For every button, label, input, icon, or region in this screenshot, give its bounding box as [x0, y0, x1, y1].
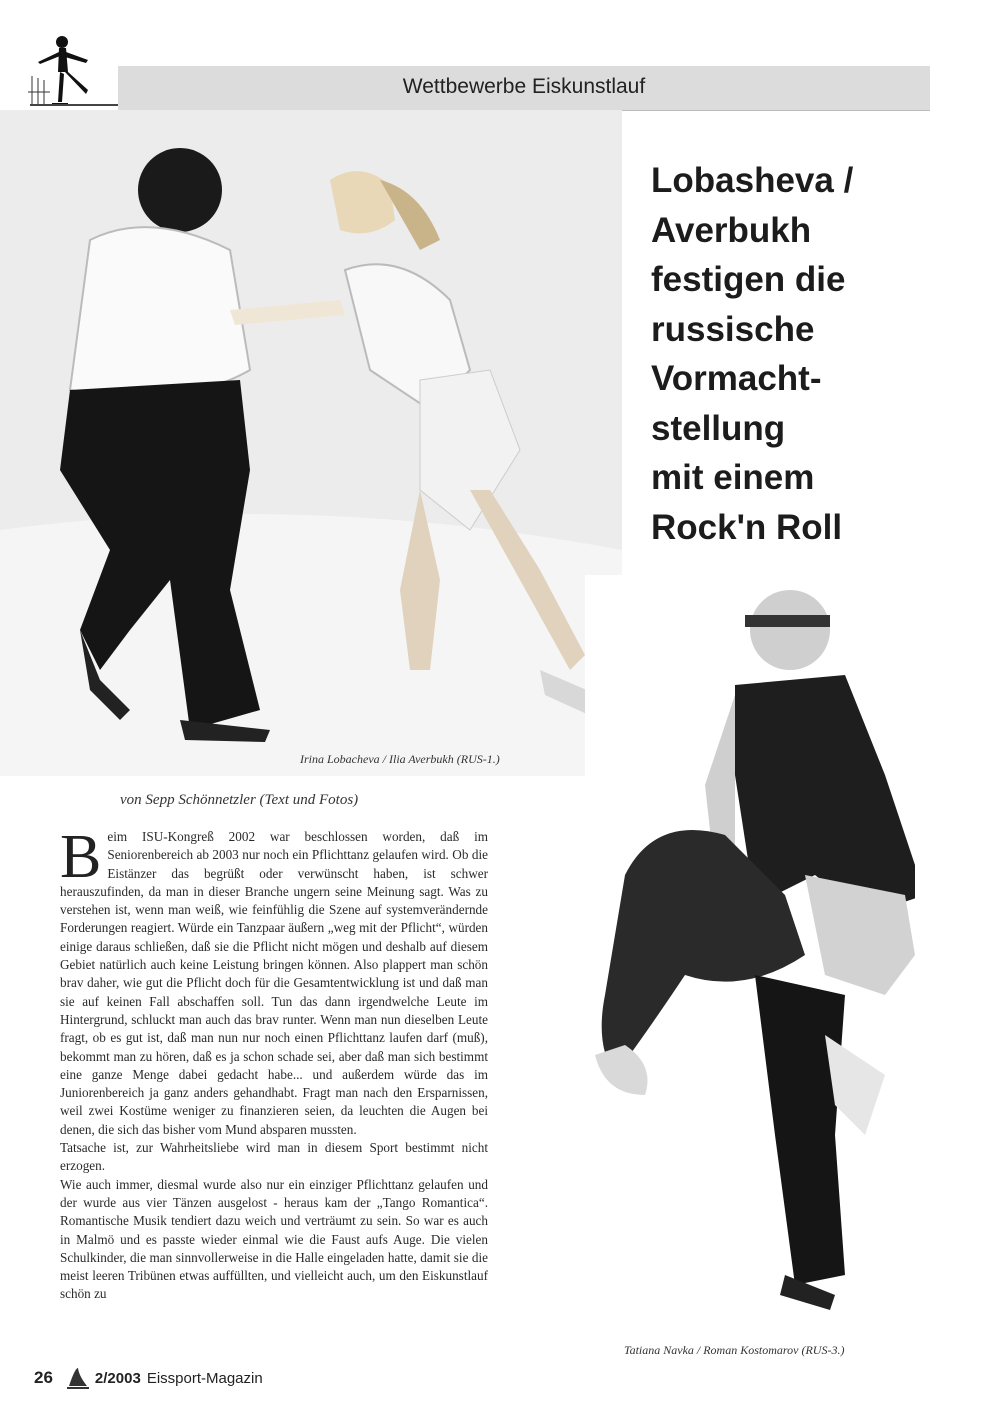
article-paragraph: [60, 823, 488, 1139]
page-footer: [34, 1366, 263, 1390]
issue-number: 2/2003: [94, 1369, 141, 1387]
headline-line: Lobasheva /: [651, 161, 854, 200]
header-rule: [30, 104, 118, 106]
skater-logo-icon: [28, 32, 118, 112]
article-paragraph: Wie auch immer, diesmal wurde also nur ein einziger Pflichttanz gelaufen und der wurde aus vier Tänzen ausgelost - heraus kam der „Tango Romantica“. Romantische Musik tendiert dazu weich und verträumt zu sein. So war es auch in Malmö und es passte wieder einmal wie die Faust aufs Auge. Die vielen Schulkinder, die man sinnvollerweise in die Halle eingeladen hatte, damit sie die meist leeren Tribünen etwas auffüllten, und vielleicht auch, um den Eiskunstlauf schön zu: [60, 1176, 488, 1302]
section-title: Wettbewerbe Eiskunstlauf: [402, 75, 646, 98]
page-number: 26: [34, 1368, 53, 1387]
article-paragraph: Tatsache ist, zur Wahrheitsliebe wird man in diesem Sport bestimmt nicht erzogen.: [60, 1140, 488, 1174]
article-body: [60, 823, 488, 1304]
headline-line: russische: [651, 309, 815, 349]
headline-line: Rock'n Roll: [651, 507, 843, 547]
headline-line: Averbukh: [651, 210, 812, 250]
photo2-caption: Tatiana Navka / Roman Kostomarov (RUS-3.): [624, 1343, 845, 1357]
magazine-name: Eissport-Magazin: [146, 1369, 263, 1387]
article-headline: [651, 156, 971, 552]
headline-line: mit einem: [651, 458, 815, 497]
photo1-caption: Irina Lobacheva / Ilia Averbukh (RUS-1.): [300, 752, 500, 766]
dropcap: B: [60, 823, 102, 891]
photo-navka-kostomarov: [585, 575, 915, 1330]
byline: von Sepp Schönnetzler (Text und Fotos): [120, 792, 359, 808]
headline-line: stellung: [651, 408, 786, 448]
photo-lobacheva-averbukh: [0, 110, 622, 776]
headline-line: festigen die: [651, 260, 846, 299]
paragraph-text: eim ISU-Kongreß 2002 war beschlossen worden, daß im Seniorenbereich ab 2003 nur noch ein Pflichttanz gelaufen wird. Ob die Eistänzer das begrüßt oder verwünscht haben, ist schwer herauszufinden, da man in dieser Branche ungern seine Meinung sagt. Was zu verstehen ist, wenn man weiß, wie feinfühlig die Szene auf systemverändernde Forderungen reagiert. Würde ein Tanzpaar äußern „weg mit der Pflicht“, würden einige daraus schließen, daß sie die Pflicht nicht mögen und deshalb auf diesem Gebiet natürlich auch keine Leistung bringen können. Also plappert man schön brav daher, wie gut die Pflicht doch für die Gesamtentwicklung ist und daß man sie auf keinen Fall abschaffen soll. Tun das dann irgendwelche Leute im Hintergrund, schluckt man auch das brav runter. Wenn man nun dieselben Leute fragt, ob es gut ist, daß man nun nur noch einen Pflichttanz laufen darf (muß), bekommt man zu hören, daß es ja schon schade sei, aber daß man sich bestimmt eine ganze Menge dabei gedacht habe... und außerdem würde das im Juniorenbereich ja ganz anders gehandhabt. Fragt man nach den Ersparnissen, weil zwei Kostüme weniger zu finanzieren seien, da leuchten die Augen bei denen, die sich das bisher vom Mund absparen mussten.: [60, 829, 488, 1137]
headline-line: Vormacht-: [651, 359, 822, 398]
magazine-logo-icon: [65, 1366, 91, 1390]
section-header-bar: [118, 66, 930, 111]
